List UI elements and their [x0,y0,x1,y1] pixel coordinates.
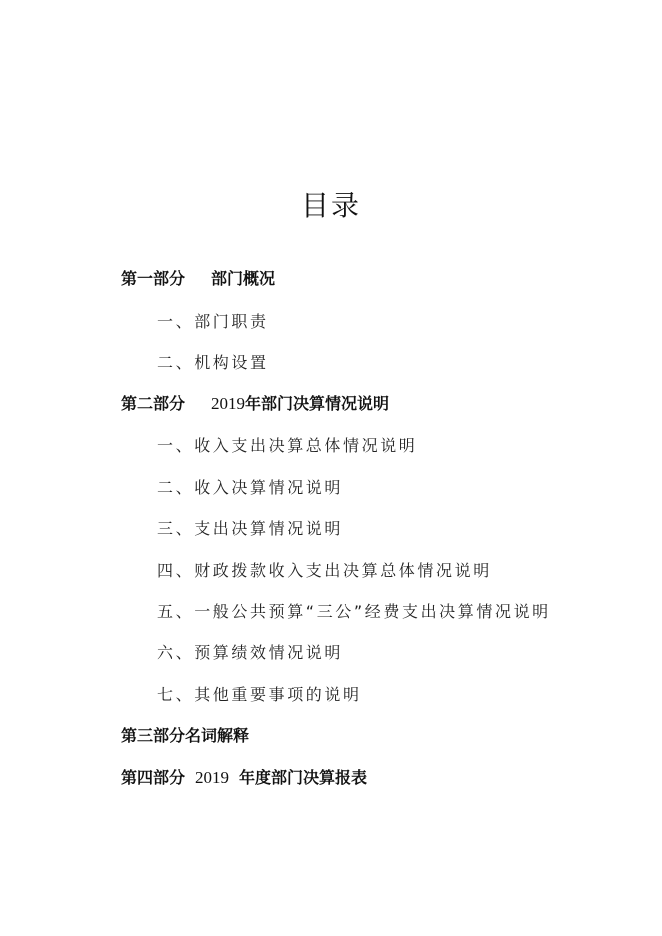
toc-part-4 [121,768,367,788]
toc-item: 四、财政拨款收入支出决算总体情况说明 [157,561,492,580]
toc-part-2 [121,394,389,414]
toc-item: 二、收入决算情况说明 [157,478,344,497]
toc-item: 三、支出决算情况说明 [157,519,344,538]
toc-item: 五、一般公共预算“三公”经费支出决算情况说明 [157,602,551,621]
toc-item: 一、部门职责 [157,312,269,331]
toc-part-label: 第二部分 [121,394,186,413]
toc-part-year: 2019 [195,768,230,787]
page-title: 目录 [300,189,361,222]
toc-part-label: 第一部分 [121,269,186,288]
toc-part-title: 年度部门决算报表 [239,768,368,787]
toc-item: 二、机构设置 [157,353,269,372]
toc-part-year: 2019 [211,394,246,413]
toc-item: 一、收入支出决算总体情况说明 [157,436,418,455]
toc-part-3: 第三部分名词解释 [121,726,250,745]
toc-part-title: 部门概况 [211,269,276,288]
toc-part-1 [121,269,275,289]
toc-part-label: 第四部分 [121,768,186,787]
toc-part-title: 年部门决算情况说明 [245,394,390,413]
toc-item: 六、预算绩效情况说明 [157,643,344,662]
toc-item: 七、其他重要事项的说明 [157,685,362,704]
